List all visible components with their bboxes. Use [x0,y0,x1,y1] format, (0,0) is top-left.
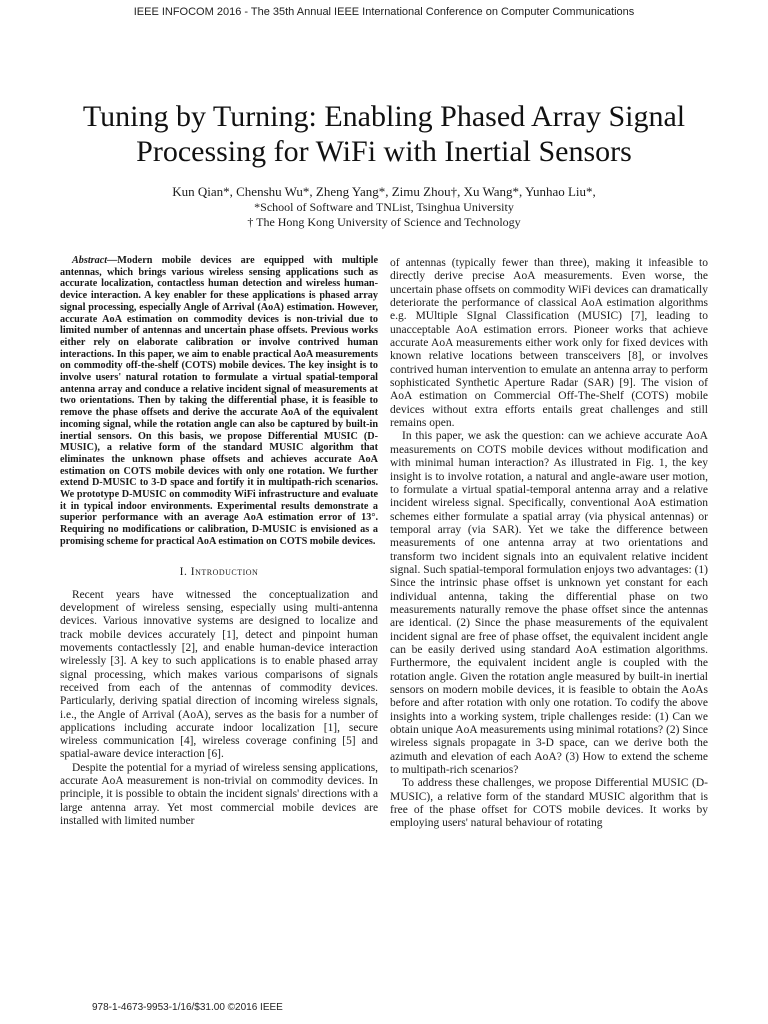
section-heading-introduction: I. Introduction [179,565,259,578]
body-paragraph: To address these challenges, we propose Differential MUSIC (D-MUSIC), a relative form of the standard MUSIC algorithm that is free of the phase offset for COTS mobile devices. It works by employing users' natural behaviour of rotating [390,777,708,830]
abstract-body: —Modern mobile devices are equipped with multiple antennas, which brings various wireless sensing applications such as accurate localization, contactless human detection and wireless human-device interaction. A key enabler for these applications is phased array signal processing, especially Angle of Arrival (AoA) estimation. However, accurate AoA estimation on commodity devices is non-trivial due to limited number of antennas and uncertain phase offsets. Previous works either rely on elaborate calibration or involve contrived human interactions. In this paper, we aim to enable practical AoA measurements on commodity off-the-shelf (COTS) mobile devices. The key insight is to involve users' natural rotation to formulate a virtual spatial-temporal antenna array and conduce a relative incident signal of measurements at two orientations. Then by taking the differential phase, it is feasible to remove the phase offsets and derive the accurate AoA of the equivalent incoming signal, while the rotation angle can also be captured by built-in inertial sensors. On this basis, we propose Differential MUSIC (D-MUSIC), a relative form of the standard MUSIC algorithm that eliminates the unknown phase offsets and achieves accurate AoA estimation on COTS mobile devices with only one rotation. We further extend D-MUSIC to 3-D space and fortify it in multipath-rich scenarios. We prototype D-MUSIC on commodity WiFi infrastructure and evaluate it in typical indoor environments. Experimental results demonstrate a superior performance with an average AoA estimation error of 13°. Requiring no modifications or calibration, D-MUSIC is envisioned as a promising scheme for practical AoA estimation on COTS mobile devices. [60,255,378,547]
body-paragraph: of antennas (typically fewer than three), making it infeasible to directly derive precise AoA measurements. Even worse, the uncertain phase offsets on commodity WiFi devices can dramatically deteriorate the performance of classical AoA estimation algorithms e.g. MUltiple SIgnal Classification (MUSIC) [7], leading to unacceptable AoA estimation errors. Pioneer works that achieve accurate AoA measurements either work only for fixed devices with known relative locations between transceivers [8], or involves contrived human intervention to emulate an antenna array to perform sophisticated Synthetic Aperture Radar (SAR) [9]. The vision of AoA estimation on Commercial Off-The-Shelf (COTS) mobile devices without extra efforts entails great challenges and still remains open. [390,257,708,430]
title-line-1: Tuning by Turning: Enabling Phased Array Signal [82,100,686,133]
title-line-2: Processing for WiFi with Inertial Sensors [136,135,632,168]
affiliation-1: *School of Software and TNList, Tsinghua University [254,200,514,214]
abstract-lead: Abstract [72,255,108,266]
right-column [390,257,708,831]
conference-header: IEEE INFOCOM 2016 - The 35th Annual IEEE International Conference on Computer Communications [133,6,635,18]
author-list: Kun Qian*, Chenshu Wu*, Zheng Yang*, Zimu Zhou†, Xu Wang*, Yunhao Liu*, [172,184,596,199]
body-paragraph: In this paper, we ask the question: can we achieve accurate AoA measurements on COTS mobile devices without modification and with minimal human interaction? As illustrated in Fig. 1, the key insight is to involve rotation, a natural and angle-aware user motion, to formulate a virtual spatial-temporal antenna array and a relative incident wireless signal. Specifically, conventional AoA estimation schemes either formulate a spatial array (via physical antennas) or temporal array (via SAR). Yet we take the difference between measurements of one antenna array at two orientations and transform two incident signals into an equivalent relative incident signal. Such spatial-temporal formulation enjoys two advantages: (1) Since the intrinsic phase offset is unknown yet constant for each individual antenna, taking the differential phase on two measurements naturally remove the phase offset since the antennas are identical. (2) Since the phase measurements of the equivalent incident signal are free of phase offset, the equivalent incident angle can be easily derived using standard AoA estimation algorithms. Furthermore, the equivalent incident angle is coupled with the rotation angle. Given the rotation angle measured by built-in inertial sensors on modern mobile devices, it is feasible to obtain the AoAs before and after rotation with only one rotation. To codify the above insights into a working system, triple challenges reside: (1) Can we obtain unique AoA measurements using minimal rotations? (2) Since wireless signals propagate in 3-D space, can we derive both the azimuth and elevation of each AoA? (3) How to extend the scheme to multipath-rich scenarios? [390,430,708,777]
abstract [60,255,378,548]
copyright-footer: 978-1-4673-9953-1/16/$31.00 ©2016 IEEE [92,1002,283,1013]
left-column [60,255,378,828]
intro-paragraph: Recent years have witnessed the conceptualization and development of wireless sensing, especially using multi-antenna devices. Various innovative systems are designed to localize and track mobile devices accurately [1], detect and pinpoint human movements contactlessly [2], and enable human-device interaction wirelessly [3]. A key to such applications is to enable phased array signal processing, which makes various comparisons of signals received from each of the antennas of commodity devices. Particularly, deriving spatial direction of incoming wireless signals, i.e., the Angle of Arrival (AoA), serves as the basis for a number of applications including accurate indoor localization [1], secure wireless communication [4], wireless coverage confining [5] and spatial-aware device interaction [6]. [60,588,378,761]
intro-paragraph: Despite the potential for a myriad of wireless sensing applications, accurate AoA measurement is non-trivial on commodity devices. In principle, it is possible to obtain the incident signals' directions with a large antenna array. Yet most commercial mobile devices are installed with limited number [60,761,378,827]
paper-title [40,99,728,169]
affiliation-2: † The Hong Kong University of Science and Technology [247,215,521,229]
